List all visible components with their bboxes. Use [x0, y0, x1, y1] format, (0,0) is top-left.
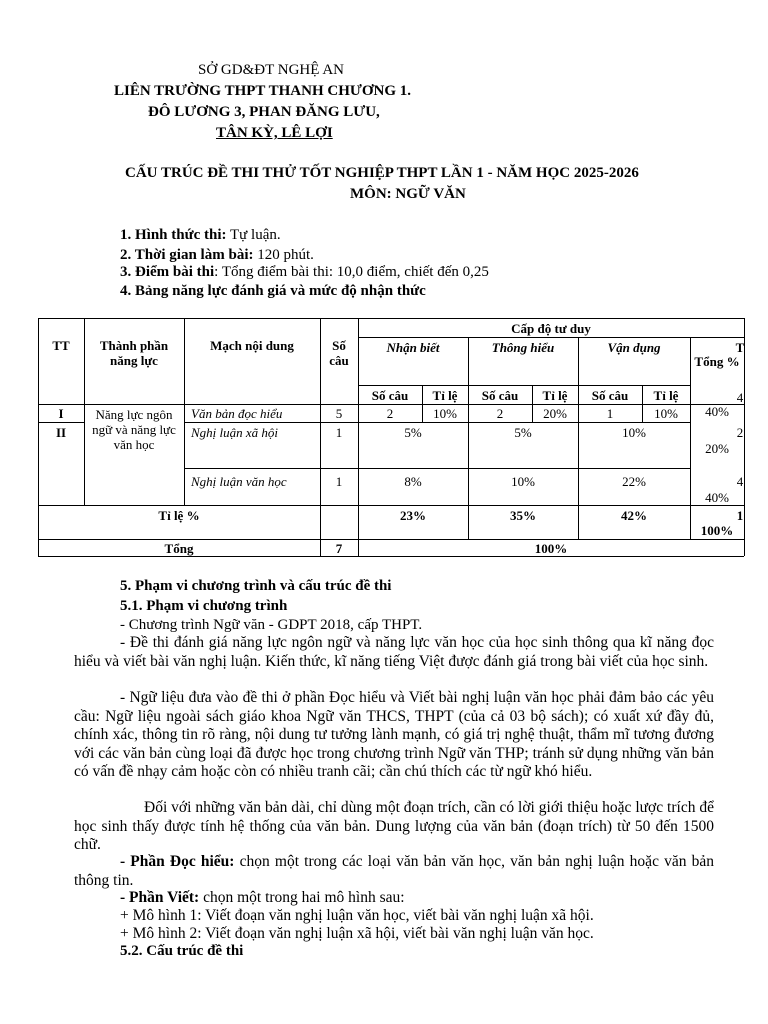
row3-content: Nghị luận văn học: [191, 474, 287, 489]
ratio-nb: 23%: [400, 508, 426, 523]
row1-nb-pct: 10%: [433, 406, 457, 421]
section-5-1-heading: 5.1. Phạm vi chương trình: [120, 598, 288, 614]
row3-th: 10%: [511, 474, 535, 489]
info-exam-time: 2. Thời gian làm bài: 120 phút.: [120, 247, 314, 263]
ratio-th: 35%: [510, 508, 536, 523]
paragraph-excerpt: Đối với những văn bản dài, chỉ dùng một đoạn trích, cần có lời giới thiệu hoặc lược trích để học sinh thấy được tính hệ thống của văn bản. Dung lượng của văn bản (đoạn trích) từ 50 đến 1500 chữ.: [74, 799, 714, 853]
row2-th: 5%: [514, 425, 532, 440]
header-total: Tổng %: [694, 354, 740, 369]
school-line-3: TÂN KỲ, LÊ LỢI: [216, 125, 333, 141]
paragraph-writing: - Phần Viết: chọn một trong hai mô hình sau:: [120, 889, 405, 906]
info-exam-score: 3. Điểm bài thi: Tổng điểm bài thi: 10,0 điểm, chiết đến 0,25: [120, 264, 489, 280]
header-apply: Vận dụng: [607, 340, 661, 355]
competency-table: [38, 318, 744, 556]
paragraph-model-2: + Mô hình 2: Viết đoạn văn nghị luận xã hội, viết bài văn nghị luận văn học.: [120, 925, 594, 942]
paragraph-reading: - Phần Đọc hiểu: chọn một trong các loại văn bản văn học, văn bản nghị luận hoặc văn bản thông tin.: [74, 853, 714, 889]
row3-count: 1: [335, 474, 343, 489]
header-content: Mạch nội dung: [210, 338, 294, 353]
row1-vd-pct: 10%: [654, 406, 678, 421]
ratio-label: Tỉ lệ %: [158, 508, 200, 523]
row1-tt: I: [58, 406, 64, 421]
section-5-2-heading: 5.2. Cấu trúc đề thi: [120, 943, 244, 959]
ratio-vd: 42%: [621, 508, 647, 523]
info-exam-format: 1. Hình thức thi: Tự luận.: [120, 227, 281, 243]
header-socau-vd: Số câu: [591, 388, 629, 403]
row1-th-count: 2: [496, 406, 504, 421]
paragraph-model-1: + Mô hình 1: Viết đoạn văn nghị luận văn học, viết bài văn nghị luận xã hội.: [120, 907, 594, 924]
school-line-2: ĐÔ LƯƠNG 3, PHAN ĐĂNG LƯU,: [148, 104, 380, 120]
row1-th-pct: 20%: [543, 406, 567, 421]
row1-vd-count: 1: [606, 406, 614, 421]
paragraph-materials: - Ngữ liệu đưa vào đề thi ở phần Đọc hiểu và Viết bài nghị luận văn học phải đảm bảo các yêu cầu: Ngữ liệu ngoài sách giáo khoa Ngữ văn THCS, THPT (của cả 03 bộ sách); có xuất xứ đầy đủ, chính xác, thông tin rõ ràng, nội dung tư tưởng lành mạnh, có giá trị nghệ thuật, thẩm mĩ tương đương với các văn bản cùng loại đã được học trong chương trình Ngữ văn THP; tránh sử dụng những văn bản có vấn đề nhạy cảm hoặc còn có nhiều tranh cãi; cần chú thích các từ ngữ khó hiểu.: [74, 689, 714, 780]
row2-total-b: 20%: [705, 441, 729, 456]
row2-tt: II: [55, 425, 67, 440]
header-socau-nb: Số câu: [371, 388, 409, 403]
header-tile-vd: Tỉ lệ: [653, 388, 679, 403]
component-cell: Năng lực ngôn ngữ và năng lực văn học: [92, 407, 176, 452]
row1-nb-count: 2: [386, 406, 394, 421]
section-5-heading: 5. Phạm vi chương trình và cấu trúc đề thi: [120, 578, 392, 594]
subject-title: MÔN: NGỮ VĂN: [350, 186, 466, 202]
sum-count: 7: [335, 541, 343, 556]
row3-total-b: 40%: [705, 490, 729, 505]
department-name: SỞ GD&ĐT NGHỆ AN: [198, 62, 344, 78]
sum-label: Tổng: [164, 541, 194, 556]
header-level: Cấp độ tư duy: [511, 321, 591, 336]
header-total-t: T: [735, 340, 745, 355]
paragraph-program: - Chương trình Ngữ văn - GDPT 2018, cấp THPT.: [120, 617, 423, 633]
sum-value: 100%: [534, 541, 568, 556]
ratio-total-a: 1: [736, 508, 744, 523]
school-line-1: LIÊN TRƯỜNG THPT THANH CHƯƠNG 1.: [114, 83, 411, 99]
row1-total-b: 40%: [705, 404, 729, 419]
row1-total-a: 4: [736, 390, 744, 405]
ratio-total-b: 100%: [700, 523, 734, 538]
page-title: CẤU TRÚC ĐỀ THI THỬ TỐT NGHIỆP THPT LẦN 1 - NĂM HỌC 2025-2026: [125, 165, 639, 181]
row3-nb: 8%: [404, 474, 422, 489]
header-recognize: Nhận biết: [386, 340, 440, 355]
header-tile-nb: Tỉ lệ: [432, 388, 458, 403]
header-count: Số câu: [329, 338, 349, 368]
row2-nb: 5%: [404, 425, 422, 440]
row3-vd: 22%: [622, 474, 646, 489]
row1-count: 5: [335, 406, 343, 421]
header-tile-th: Tỉ lệ: [542, 388, 568, 403]
info-table-heading: 4. Bảng năng lực đánh giá và mức độ nhận thức: [120, 283, 426, 299]
header-component: Thành phần năng lực: [99, 338, 169, 368]
row2-total-a: 2: [736, 425, 744, 440]
row2-content: Nghị luận xã hội: [191, 425, 279, 440]
header-socau-th: Số câu: [481, 388, 519, 403]
row2-vd: 10%: [622, 425, 646, 440]
header-understand: Thông hiểu: [491, 340, 555, 355]
row3-total-a: 4: [736, 474, 744, 489]
row2-count: 1: [335, 425, 343, 440]
row1-content: Văn bản đọc hiểu: [191, 406, 283, 421]
paragraph-assessment: - Đề thi đánh giá năng lực ngôn ngữ và năng lực văn học của học sinh thông qua kĩ năng đọc hiểu và viết bài văn nghị luận. Kiến thức, kĩ năng tiếng Việt được đánh giá trong bài viết của học sinh.: [74, 634, 714, 670]
header-tt: TT: [52, 338, 70, 353]
